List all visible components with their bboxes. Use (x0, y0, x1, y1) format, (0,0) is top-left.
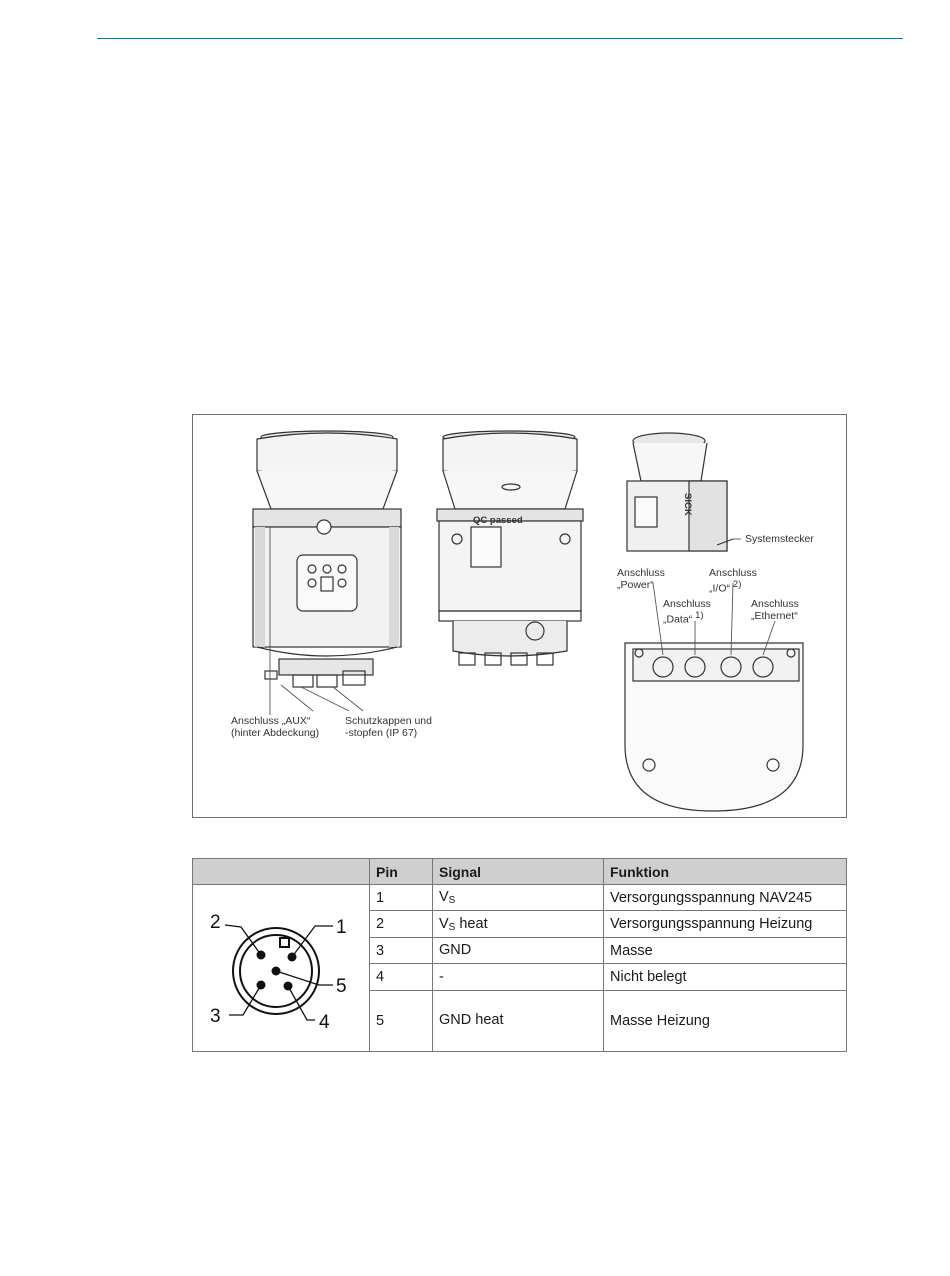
device-perspective-view (627, 433, 733, 551)
cell-signal: - (433, 964, 604, 990)
label-systemstecker: Systemstecker (745, 533, 814, 545)
cell-signal: GND heat (433, 990, 604, 1051)
device-drawings (193, 415, 846, 817)
cell-pin: 5 (370, 990, 433, 1051)
header-pin: Pin (370, 859, 433, 885)
cell-pin: 3 (370, 937, 433, 963)
cell-pin: 1 (370, 885, 433, 911)
pin-label-2: 2 (210, 912, 221, 933)
cell-function: Versorgungsspannung NAV245 (604, 885, 847, 911)
label-caps: Schutzkappen und -stopfen (IP 67) (345, 715, 432, 739)
header-signal: Signal (433, 859, 604, 885)
table-row (193, 885, 847, 911)
device-figure (192, 414, 847, 818)
header-image (193, 859, 370, 885)
m12-connector-icon (193, 885, 369, 1047)
device-back-view (437, 431, 583, 665)
pin-label-5: 5 (336, 976, 347, 997)
label-ethernet: Anschluss „Ethernet“ (751, 598, 799, 622)
cell-signal: GND (433, 937, 604, 963)
brand-logo-text: SICK (682, 493, 693, 516)
header-function: Funktion (604, 859, 847, 885)
cell-signal: $V_S$ heat (433, 911, 604, 937)
qc-label: QC passed (473, 515, 523, 526)
label-aux: Anschluss „AUX“ (hinter Abdeckung) (231, 715, 320, 739)
cell-function: Masse (604, 937, 847, 963)
cell-signal: $V_S$ (433, 885, 604, 911)
connector-plate-view (625, 643, 803, 811)
pin-label-1: 1 (336, 917, 347, 938)
connector-pin-diagram (193, 885, 370, 1052)
header-rule (97, 38, 903, 39)
cell-pin: 2 (370, 911, 433, 937)
pin-label-4: 4 (319, 1012, 330, 1033)
pin-assignment-table (192, 858, 847, 1052)
label-data: Anschluss „Data“ $^{1)}$ (663, 598, 711, 626)
cell-pin: 4 (370, 964, 433, 990)
cell-function: Nicht belegt (604, 964, 847, 990)
label-io: Anschluss „I/O“ $^{2)}$ (709, 567, 757, 595)
table-header-row (193, 859, 847, 885)
cell-function: Versorgungsspannung Heizung (604, 911, 847, 937)
device-front-view (253, 431, 401, 687)
cell-function: Masse Heizung (604, 990, 847, 1051)
label-power: Anschluss „Power“ (617, 567, 665, 591)
pin-label-3: 3 (210, 1006, 221, 1027)
